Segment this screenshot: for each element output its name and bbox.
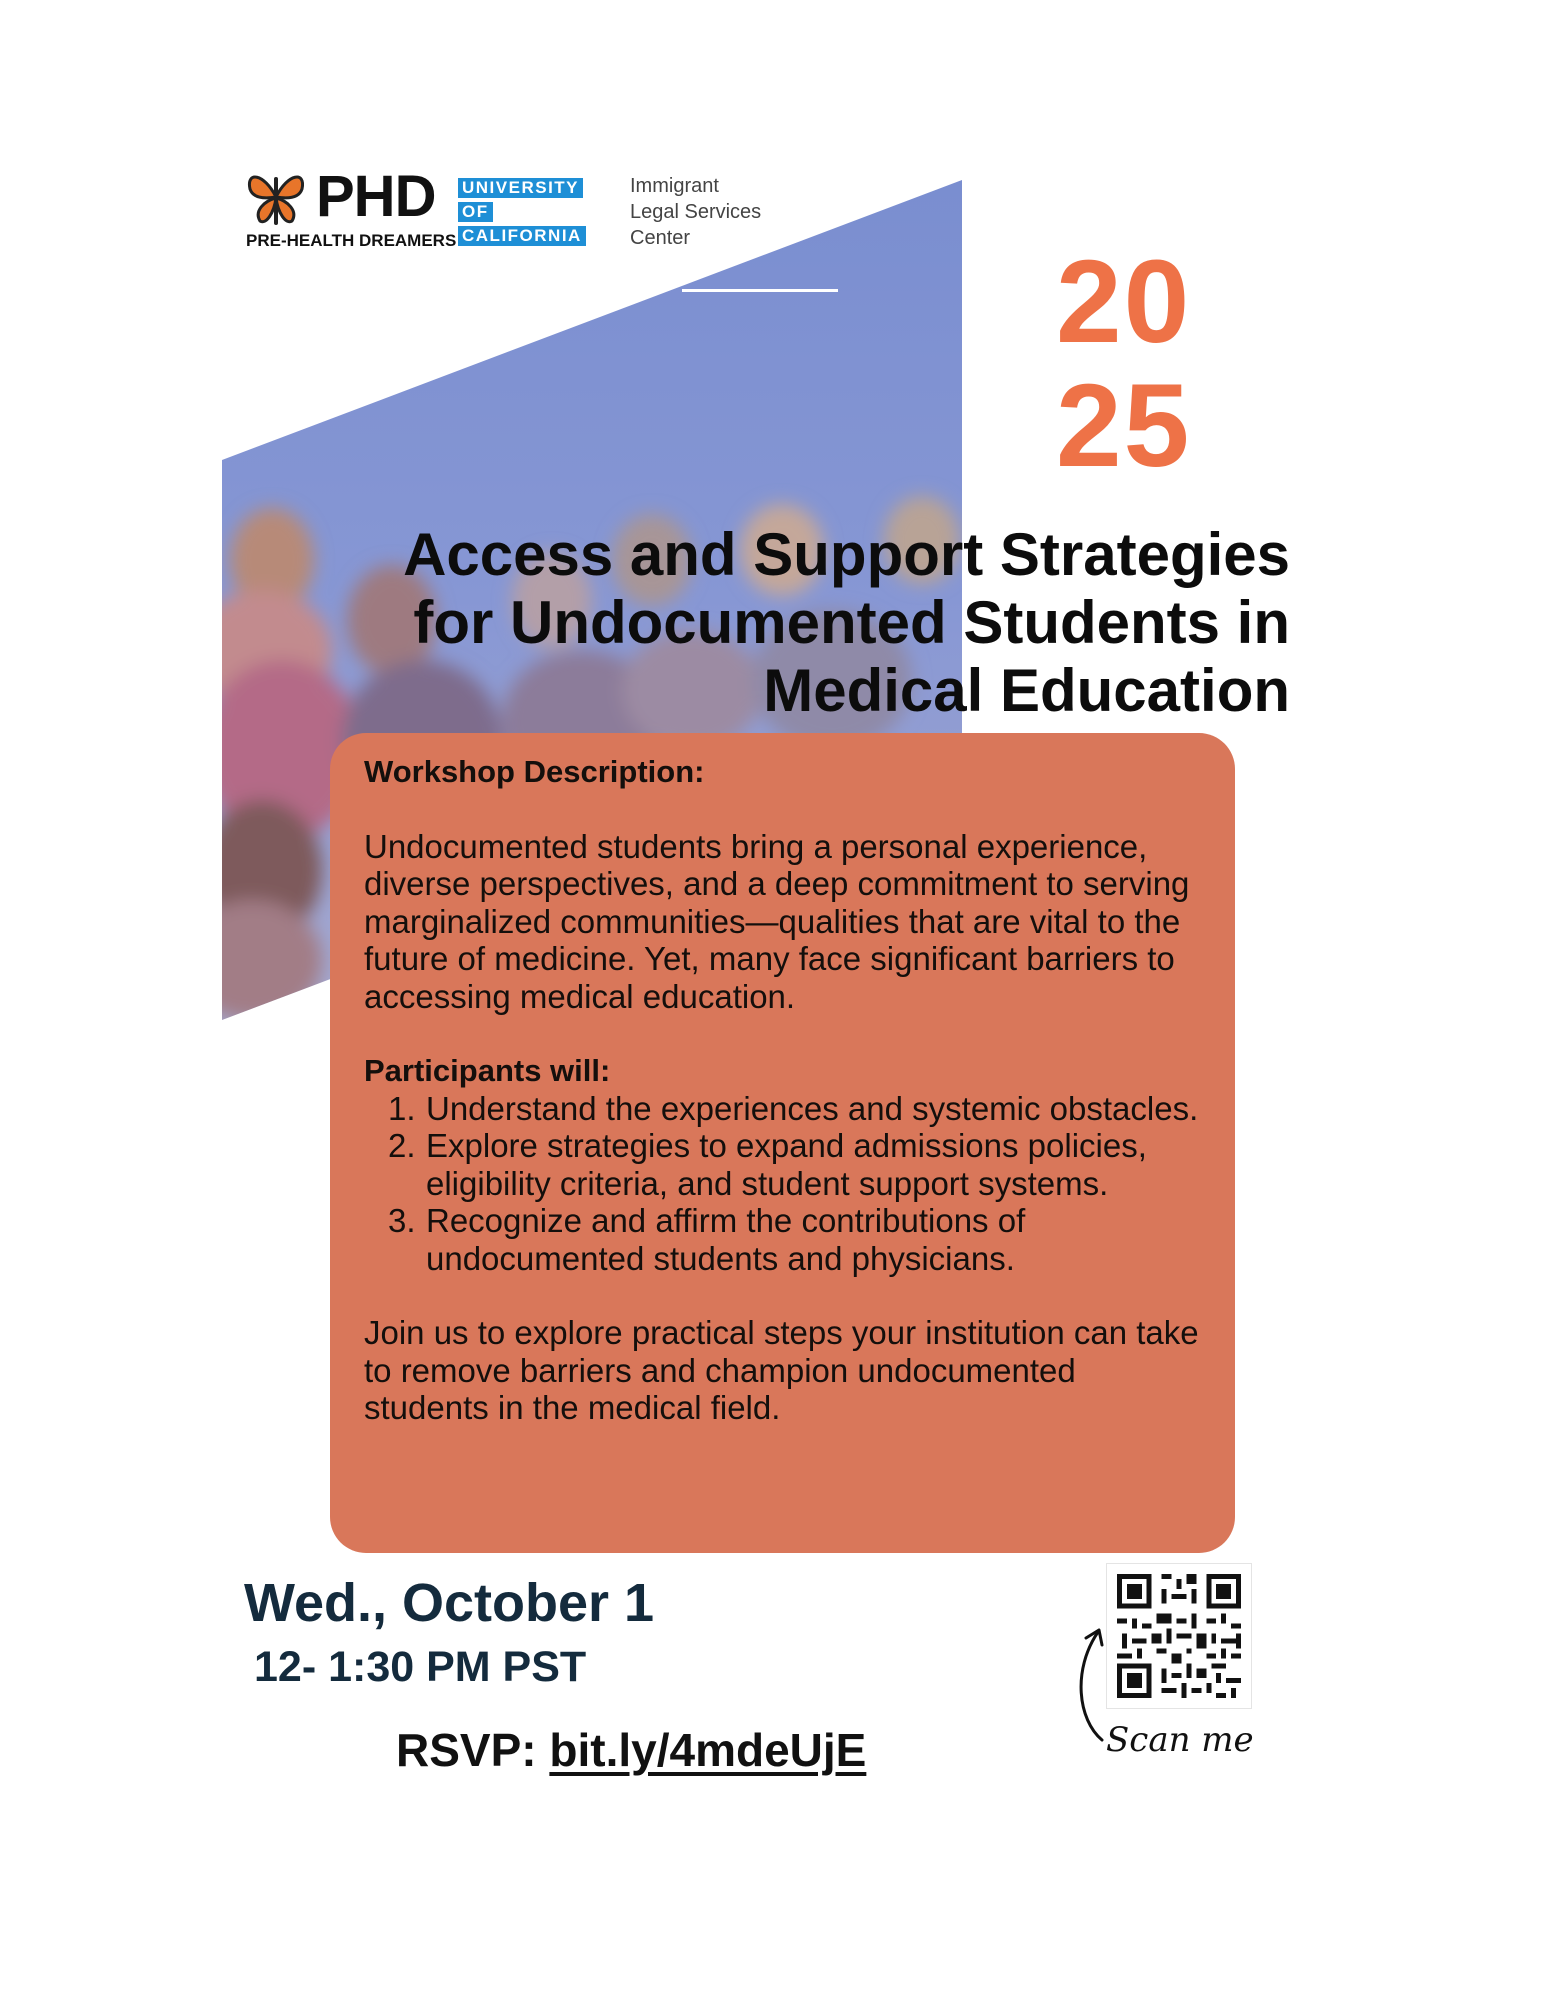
objective-text: Understand the experiences and systemic obstacles. — [426, 1089, 1199, 1127]
year-top: 20 — [1056, 236, 1192, 368]
workshop-description: Undocumented students bring a personal experience, diverse perspectives, and a deep commitment to serving marginalized communities—qualities that are vital to the future of medicine. Yet, many face significant barriers to accessing medical education. — [364, 827, 1190, 1015]
rsvp-line — [396, 1722, 866, 1778]
title-line: for Undocumented Students in — [413, 589, 1290, 656]
title-line: Access and Support Strategies — [403, 521, 1290, 588]
list-item: 3. Recognize and affirm the contributions of undocumented students and physicians. — [388, 1202, 1026, 1277]
page-title — [290, 521, 1290, 725]
uc-logo-line: CALIFORNIA — [458, 226, 586, 246]
workshop-card — [330, 733, 1235, 1553]
objective-text: Explore strategies to expand admissions policies, eligibility criteria, and student support systems. — [426, 1127, 1147, 1202]
ilsc-logo-line: Center — [630, 227, 691, 249]
list-item: 1. Understand the experiences and systemic obstacles. — [388, 1089, 1199, 1127]
title-line: Medical Education — [763, 657, 1290, 724]
closing-text: Join us to explore practical steps your institution can take to remove barriers and champion undocumented students in the medical field. — [364, 1314, 1199, 1426]
uc-logo-line: OF — [458, 202, 493, 222]
year-bottom: 25 — [1056, 360, 1192, 492]
participants-heading: Participants will: — [364, 1053, 611, 1088]
objectives-list — [364, 1090, 1207, 1278]
workshop-heading: Workshop Description: — [364, 754, 705, 789]
objective-text: Recognize and affirm the contributions of undocumented students and physicians. — [426, 1202, 1026, 1277]
phd-logo — [246, 164, 457, 255]
uc-logo — [458, 178, 592, 250]
phd-wordmark: PHD — [316, 164, 436, 229]
rsvp-label: RSVP: — [396, 1724, 550, 1776]
qr-code-icon[interactable] — [1106, 1563, 1252, 1709]
ilsc-logo — [630, 173, 761, 251]
scan-me-label: Scan me — [1106, 1720, 1254, 1760]
rsvp-link[interactable]: bit.ly/4mdeUjE — [549, 1724, 867, 1776]
divider — [682, 289, 838, 292]
event-time: 12- 1:30 PM PST — [254, 1643, 587, 1691]
ilsc-logo-line: Legal Services — [630, 201, 762, 223]
butterfly-icon — [246, 167, 306, 227]
uc-logo-line: UNIVERSITY — [458, 178, 583, 198]
event-date: Wed., October 1 — [244, 1573, 655, 1633]
ilsc-logo-line: Immigrant — [630, 175, 719, 197]
phd-subtitle: PRE-HEALTH DREAMERS — [246, 231, 457, 250]
year — [1056, 236, 1192, 492]
list-item: 2. Explore strategies to expand admissions policies, eligibility criteria, and student support systems. — [388, 1127, 1147, 1202]
